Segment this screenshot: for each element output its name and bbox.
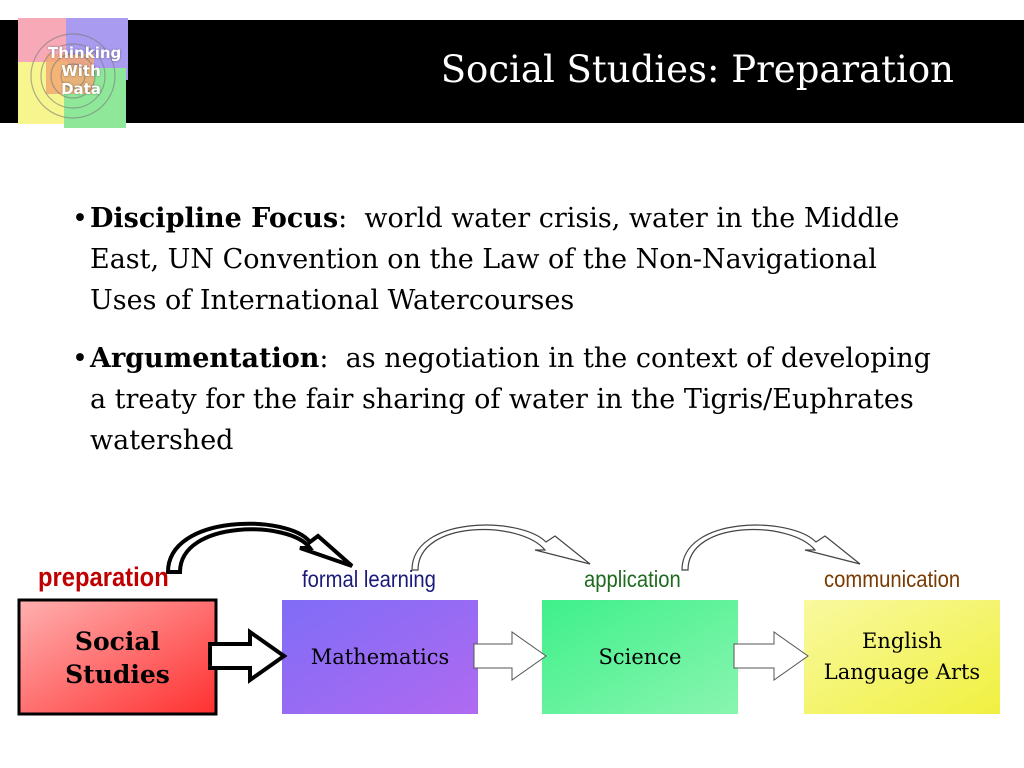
bullet-argumentation: • Argumentation: as negotiation in the context of developing a treaty for the fair sharing of water in the Tigris/Euphrates watershed [72,343,931,456]
thinking-with-data-logo [18,18,128,128]
box-text-english: English Language Arts [823,629,981,684]
bullet-discipline-focus: • Discipline Focus: world water crisis, water in the Middle East, UN Convention on the Law of the Non-Navigational Uses of International Watercourses [72,203,900,316]
bullet-term: Argumentation [90,343,320,374]
logo-text: Thinking With Data [48,44,122,98]
bullet-text: world water crisis, water in the Middle East, UN Convention on the Law of the Non-Navigational Uses of International Watercourses [90,203,900,316]
arrow-science-to-english [734,632,808,680]
curved-arrow-1 [168,524,352,572]
label-preparation: preparation [38,562,169,592]
label-formal-learning: formal learning [302,566,436,592]
curved-arrow-2 [412,525,590,570]
label-application: application [584,566,681,592]
curved-arrow-3 [682,525,860,570]
box-text-mathematics: Mathematics [310,645,450,669]
label-communication: communication [824,566,961,592]
arrow-math-to-science [474,632,546,680]
slide-title: Social Studies: Preparation [440,48,954,91]
box-text-science: Science [598,645,682,669]
arrow-social-to-math [210,632,284,680]
bullet-text: as negotiation in the context of developing a treaty for the fair sharing of water in the Tigris/Euphrates watershed [90,343,931,456]
bullet-list [72,198,932,478]
bullet-term: Discipline Focus [90,203,339,234]
box-text-social-studies: Social Studies [65,627,170,689]
flow-diagram [0,520,1024,768]
